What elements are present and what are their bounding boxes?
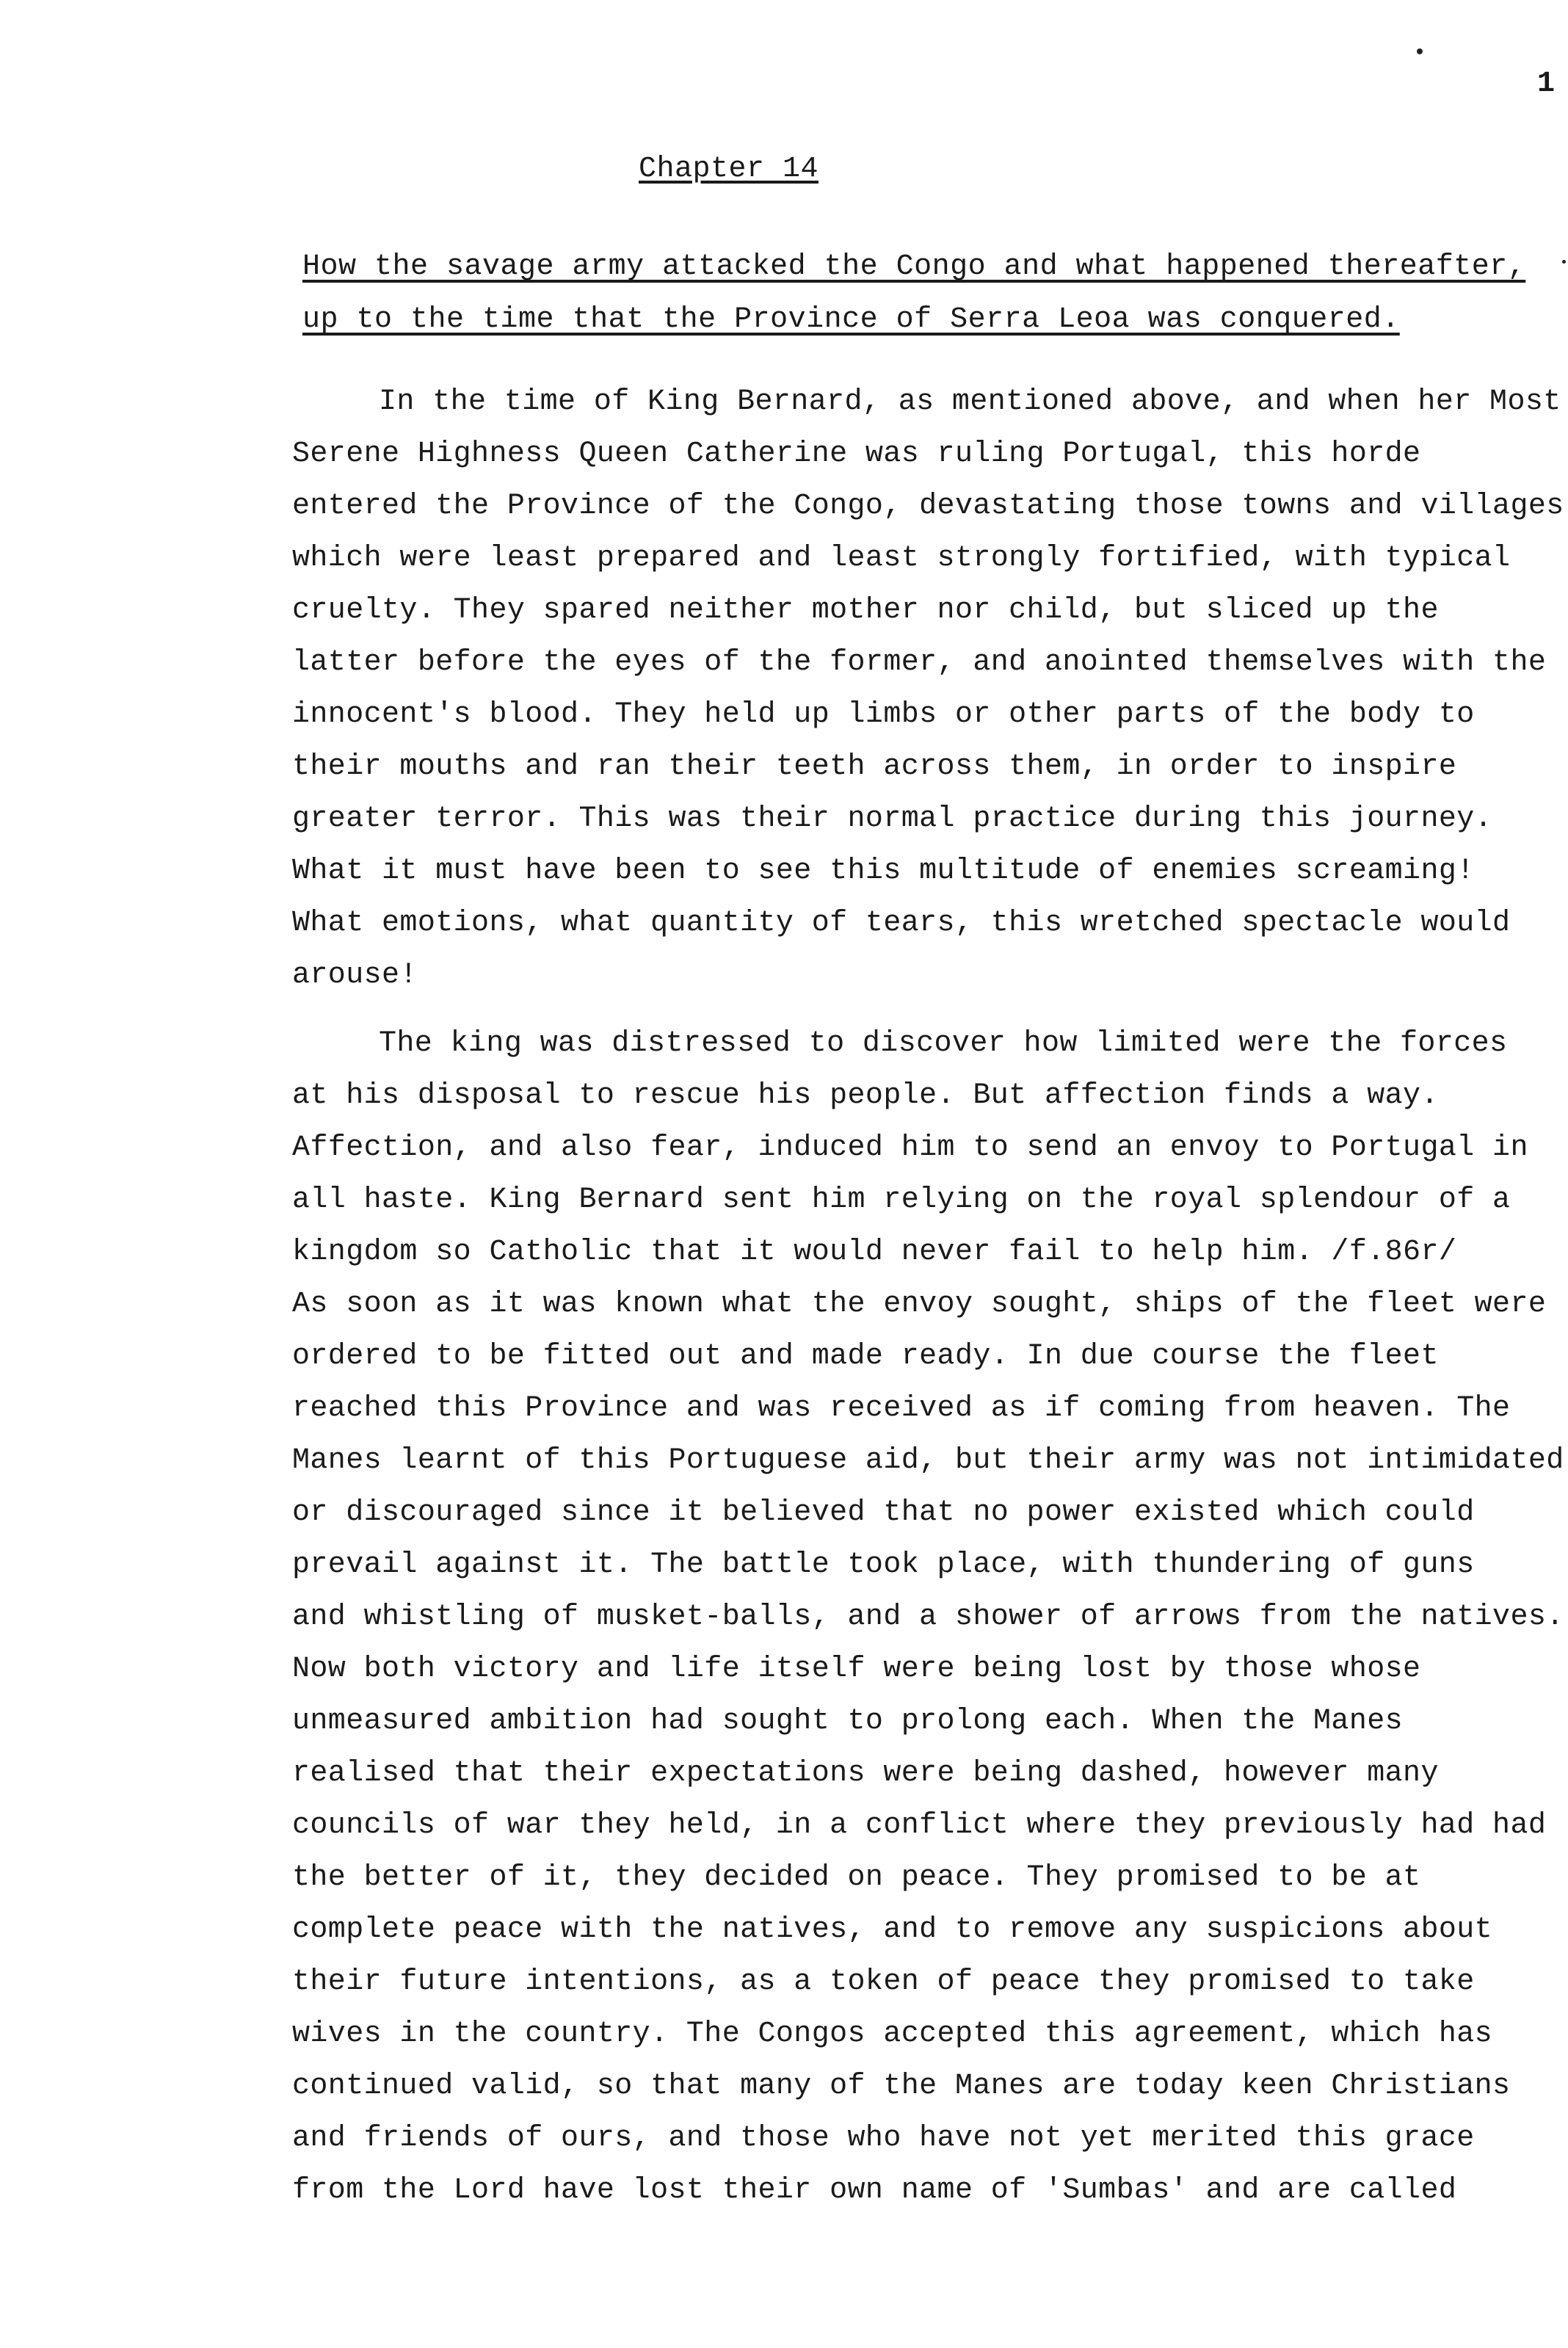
scan-speck <box>1417 48 1423 54</box>
text-line: continued valid, so that many of the Manes are today keen Christians <box>292 2070 1511 2103</box>
text-line: complete peace with the natives, and to remove any suspicions about <box>292 1913 1493 1946</box>
page-number: 1 <box>1536 68 1555 101</box>
text-line: their future intentions, as a token of peace they promised to take <box>292 1965 1475 1999</box>
text-line: Affection, and also fear, induced him to send an envoy to Portugal in <box>292 1131 1528 1164</box>
text-line: realised that their expectations were being dashed, however many <box>292 1757 1439 1790</box>
text-line: their mouths and ran their teeth across them, in order to inspire <box>292 750 1457 783</box>
text-line: the better of it, they decided on peace. They promised to be at <box>292 1861 1421 1894</box>
text-line: What emotions, what quantity of tears, this wretched spectacle would <box>292 907 1511 940</box>
text-line: cruelty. They spared neither mother nor child, but sliced up the <box>292 594 1439 627</box>
text-line: ordered to be fitted out and made ready. In due course the fleet <box>292 1340 1439 1373</box>
text-line: unmeasured ambition had sought to prolong each. When the Manes <box>292 1705 1404 1738</box>
text-line: As soon as it was known what the envoy sought, ships of the fleet were <box>292 1288 1547 1321</box>
body-text <box>292 376 1562 2217</box>
text-line: entered the Province of the Congo, devastating those towns and villages <box>292 490 1564 523</box>
text-line: greater terror. This was their normal practice during this journey. <box>292 802 1493 836</box>
heading-line: How the savage army attacked the Congo and what happened thereafter, <box>302 250 1526 283</box>
text-line: wives in the country. The Congos accepted this agreement, which has <box>292 2018 1493 2051</box>
text-line: Now both victory and life itself were being lost by those whose <box>292 1653 1421 1686</box>
text-line: innocent's blood. They held up limbs or other parts of the body to <box>292 698 1475 731</box>
text-line: and friends of ours, and those who have not yet merited this grace <box>292 2122 1475 2155</box>
text-line: which were least prepared and least strongly fortified, with typical <box>292 542 1511 575</box>
text-line: or discouraged since it believed that no power existed which could <box>292 1496 1475 1529</box>
text-line: and whistling of musket-balls, and a shower of arrows from the natives. <box>292 1601 1564 1634</box>
text-line: In the time of King Bernard, as mentioned above, and when her Most <box>379 385 1561 418</box>
text-line: Manes learnt of this Portuguese aid, but their army was not intimidated <box>292 1444 1564 1477</box>
text-line: arouse! <box>292 959 418 992</box>
chapter-title: Chapter 14 <box>639 153 819 186</box>
text-line: at his disposal to rescue his people. But affection finds a way. <box>292 1079 1439 1112</box>
heading-line: up to the time that the Province of Serra Leoa was conquered. <box>302 303 1400 336</box>
text-line: from the Lord have lost their own name of 'Sumbas' and are called <box>292 2174 1457 2207</box>
text-line: all haste. King Bernard sent him relying on the royal splendour of a <box>292 1184 1511 1217</box>
text-line: prevail against it. The battle took place, with thundering of guns <box>292 1548 1475 1581</box>
text-line: councils of war they held, in a conflict where they previously had had <box>292 1809 1547 1842</box>
text-line: latter before the eyes of the former, and anointed themselves with the <box>292 646 1547 679</box>
text-line: reached this Province and was received as if coming from heaven. The <box>292 1392 1511 1425</box>
text-line: Serene Highness Queen Catherine was ruling Portugal, this horde <box>292 438 1421 471</box>
text-line: The king was distressed to discover how limited were the forces <box>379 1027 1508 1060</box>
chapter-heading <box>302 241 1550 347</box>
paragraph <box>292 1018 1562 2217</box>
paragraph <box>292 376 1562 1001</box>
scan-speck <box>1562 260 1566 264</box>
text-line: What it must have been to see this multitude of enemies screaming! <box>292 855 1475 888</box>
text-line: kingdom so Catholic that it would never fail to help him. /f.86r/ <box>292 1236 1457 1269</box>
